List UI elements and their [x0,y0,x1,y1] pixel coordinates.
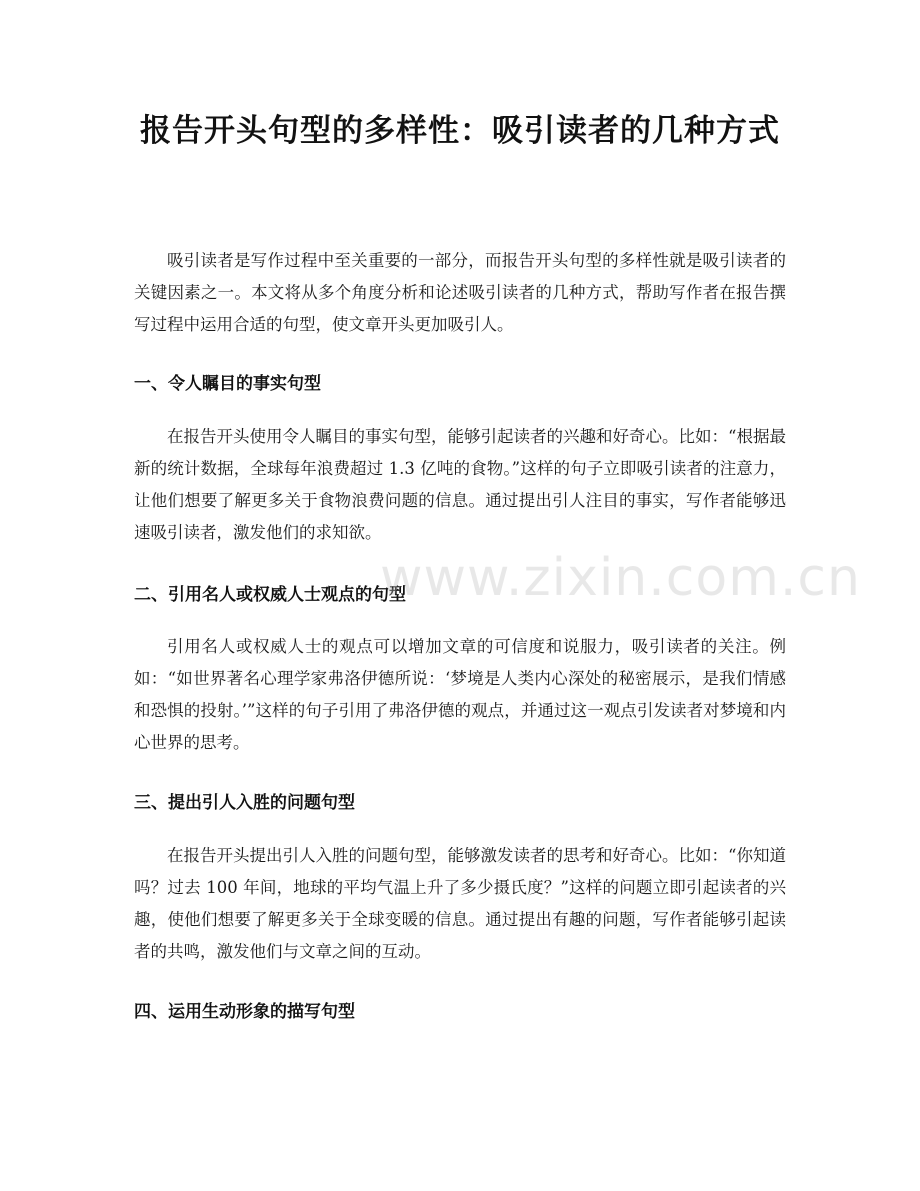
document-title: 报告开头句型的多样性：吸引读者的几种方式 [140,113,780,149]
section-1-heading: 一、令人瞩目的事实句型 [134,374,321,394]
section-2-body: 引用名人或权威人士的观点可以增加文章的可信度和说服力，吸引读者的关注。例如：“如世界著名心理学家弗洛伊德所说：‘梦境是人类内心深处的秘密展示，是我们情感和恐惧的投射。’”这样的句子引用了弗洛伊德的观点，并通过这一观点引发读者对梦境和内心世界的思考。 [134,637,786,752]
section-2-heading: 二、引用名人或权威人士观点的句型 [134,585,406,605]
section-3-body: 在报告开头提出引人入胜的问题句型，能够激发读者的思考和好奇心。比如：“你知道吗？过去 100 年间，地球的平均气温上升了多少摄氏度？”这样的问题立即引起读者的兴趣，使他们想要了解更多关于全球变暖的信息。通过提出有趣的问题，写作者能够引起读者的共鸣，激发他们与文章之间的互动。 [134,846,786,961]
watermark: www.zixin.com.cn [380,548,861,608]
section-1-body: 在报告开头使用令人瞩目的事实句型，能够引起读者的兴趣和好奇心。比如：“根据最新的统计数据，全球每年浪费超过 1.3 亿吨的食物。”这样的句子立即吸引读者的注意力，让他们想要了解更多关于食物浪费问题的信息。通过提出引人注目的事实，写作者能够迅速吸引读者，激发他们的求知欲。 [134,427,786,542]
intro-paragraph: 吸引读者是写作过程中至关重要的一部分，而报告开头句型的多样性就是吸引读者的关键因素之一。本文将从多个角度分析和论述吸引读者的几种方式，帮助写作者在报告撰写过程中运用合适的句型，使文章开头更加吸引人。 [134,251,786,334]
section-3-heading: 三、提出引人入胜的问题句型 [134,793,355,813]
section-4-heading: 四、运用生动形象的描写句型 [134,1002,355,1022]
